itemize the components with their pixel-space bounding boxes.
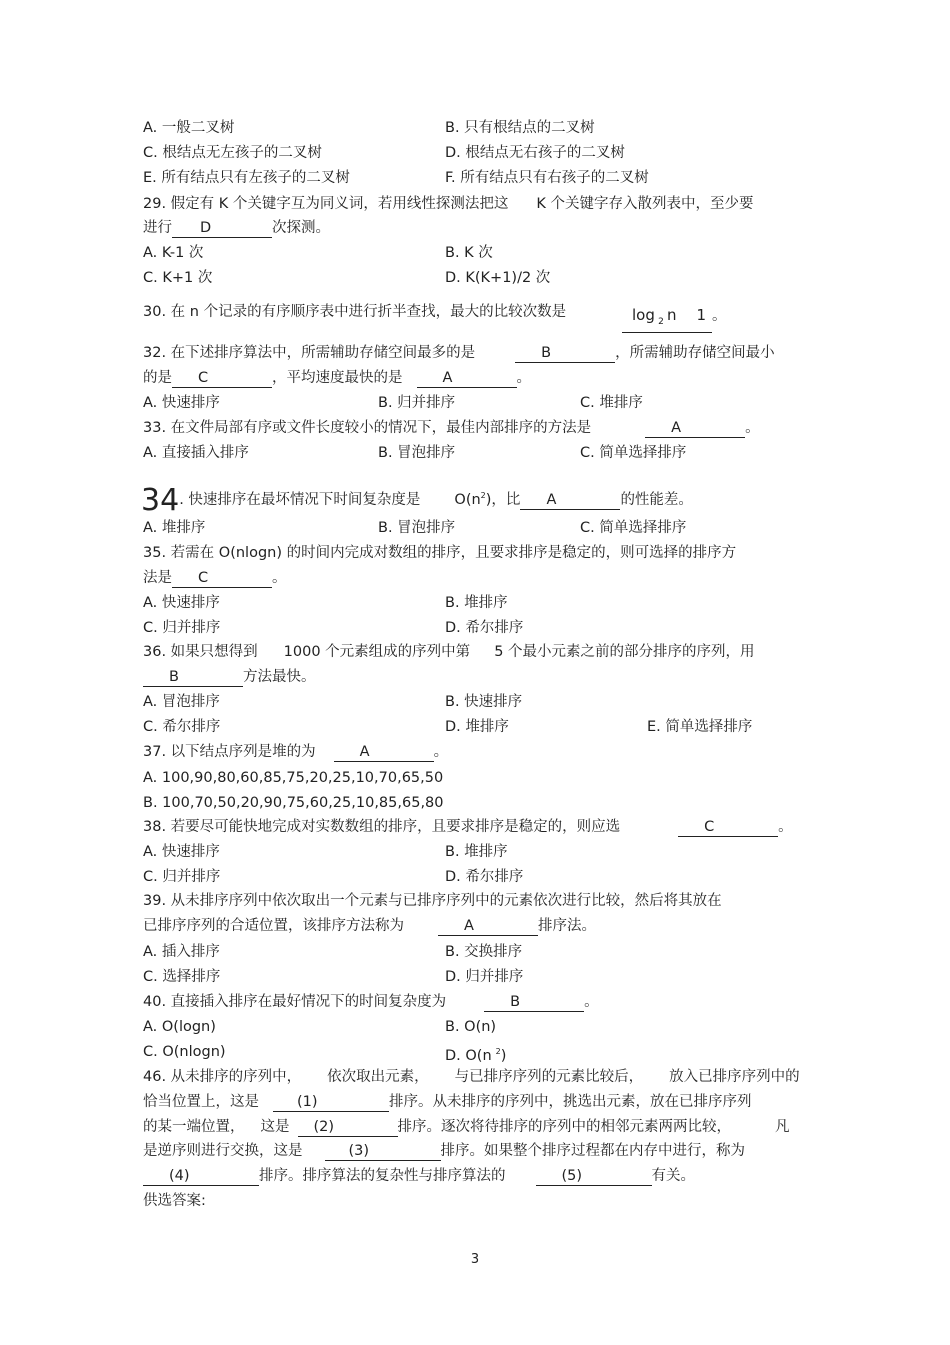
q29-text-c: 进行 bbox=[143, 220, 172, 236]
q35-line1: 35. 若需在 O(nlogn) 的时间内完成对数组的排序，且要求排序是稳定的，则可选择的排序方 bbox=[143, 545, 737, 561]
q32-text-b: ，所需辅助存储空间最小 bbox=[615, 345, 775, 361]
q36-option-c: C. 希尔排序 bbox=[143, 719, 221, 735]
q46-text-m: 排序。排序算法的复杂性与排序算法的 bbox=[259, 1168, 506, 1184]
q29-text-d: 次探测。 bbox=[272, 220, 330, 236]
option-a: A. 一般二叉树 bbox=[143, 120, 235, 136]
q36-text-b: 1000 个元素组成的序列中第 bbox=[283, 644, 471, 660]
q29-line2 bbox=[143, 218, 330, 238]
q40-option-a: A. O(logn) bbox=[143, 1019, 216, 1035]
q32-answer-blank-3: A bbox=[417, 370, 517, 388]
q29-option-a: A. K-1 次 bbox=[143, 245, 204, 261]
q38-end: 。 bbox=[778, 819, 793, 835]
q30-end: 。 bbox=[712, 308, 727, 324]
q40-option-d-close: ) bbox=[500, 1048, 507, 1064]
q46-line5 bbox=[143, 1166, 695, 1186]
q32-text-a: 32. 在下述排序算法中，所需辅助存储空间最多的是 bbox=[143, 345, 476, 361]
q39-line2 bbox=[143, 916, 596, 936]
q46-text-g: 的某一端位置， bbox=[143, 1119, 245, 1135]
q33-answer-blank: A bbox=[645, 420, 745, 438]
q32-option-a: A. 快速排序 bbox=[143, 395, 220, 411]
q46-text-b: 依次取出元素， bbox=[327, 1069, 429, 1085]
q35-line2 bbox=[143, 568, 287, 588]
q32-option-c: C. 堆排序 bbox=[580, 395, 643, 411]
q46-text-k: 是逆序则进行交换，这是 bbox=[143, 1143, 303, 1159]
q46-blank-3: (3) bbox=[325, 1143, 441, 1161]
q35-option-b: B. 堆排序 bbox=[445, 595, 508, 611]
q37-option-a: A. 100,90,80,60,85,75,20,25,10,70,65,50 bbox=[143, 770, 444, 786]
option-e: E. 所有结点只有左孩子的二叉树 bbox=[143, 170, 350, 186]
q39-text-b: 排序法。 bbox=[538, 918, 596, 934]
option-b: B. 只有根结点的二叉树 bbox=[445, 120, 595, 136]
q40-option-b: B. O(n) bbox=[445, 1019, 497, 1035]
q38-option-b: B. 堆排序 bbox=[445, 844, 508, 860]
q38-answer-blank: C bbox=[678, 819, 778, 837]
q33-text: 33. 在文件局部有序或文件长度较小的情况下，最佳内部排序的方法是 bbox=[143, 420, 592, 436]
q40-option-c: C. O(nlogn) bbox=[143, 1044, 226, 1060]
page-number: 3 bbox=[470, 1252, 480, 1267]
q34-option-b: B. 冒泡排序 bbox=[378, 520, 456, 536]
q32-text-c: 的是 bbox=[143, 370, 172, 386]
q36-text-c: 5 个最小元素之前的部分排序的序列，用 bbox=[494, 644, 755, 660]
q29-text-a: 29. 假定有 K 个关键字互为同义词，若用线性探测法把这 bbox=[143, 196, 509, 212]
q35-answer-blank: C bbox=[172, 570, 272, 588]
q36-line2 bbox=[143, 667, 316, 687]
option-c: C. 根结点无左孩子的二叉树 bbox=[143, 145, 322, 161]
q35-text-b: 。 bbox=[272, 570, 287, 586]
q39-option-a: A. 插入排序 bbox=[143, 944, 220, 960]
q46-text-h: 这是 bbox=[260, 1119, 290, 1135]
q30-n: n bbox=[666, 306, 677, 324]
q40-text: 40. 直接插入排序在最好情况下的时间复杂度为 bbox=[143, 994, 447, 1010]
q34-answer-blank: A bbox=[520, 492, 620, 510]
q33-option-b: B. 冒泡排序 bbox=[378, 445, 456, 461]
q34-complexity: O(n bbox=[454, 492, 481, 508]
q46-text-e: 恰当位置上，这是 bbox=[143, 1094, 259, 1110]
q32-text-d: ，平均速度最快的是 bbox=[272, 370, 403, 386]
q34-end: 的性能差。 bbox=[620, 492, 693, 508]
q29-line1 bbox=[143, 194, 754, 214]
q30-answer bbox=[622, 305, 727, 333]
q46-text-a: 46. 从未排序的序列中， bbox=[143, 1069, 302, 1085]
q30-formula bbox=[622, 305, 712, 333]
q38-text: 38. 若要尽可能快地完成对实数数组的排序，且要求排序是稳定的，则应选 bbox=[143, 819, 621, 835]
q34-option-a: A. 堆排序 bbox=[143, 520, 206, 536]
q32-answer-blank-2: C bbox=[172, 370, 272, 388]
q29-option-b: B. K 次 bbox=[445, 245, 493, 261]
q34-text: . 快速排序在最坏情况下时间复杂度是 bbox=[179, 492, 421, 508]
q29-option-d: D. K(K+1)/2 次 bbox=[445, 270, 551, 286]
q33-end: 。 bbox=[745, 420, 760, 436]
q33-option-c: C. 简单选择排序 bbox=[580, 445, 687, 461]
q46-line2 bbox=[143, 1092, 752, 1112]
q46-text-i: 排序。逐次将待排序的序列中的相邻元素两两比较， bbox=[397, 1119, 731, 1135]
q46-line4 bbox=[143, 1141, 745, 1161]
q32-option-b: B. 归并排序 bbox=[378, 395, 456, 411]
q46-blank-4: (4) bbox=[143, 1168, 259, 1186]
q29-option-c: C. K+1 次 bbox=[143, 270, 213, 286]
q29-answer-blank: D bbox=[172, 220, 272, 238]
q36-option-e: E. 简单选择排序 bbox=[647, 719, 753, 735]
q46-text-l: 排序。如果整个排序过程都在内存中进行，称为 bbox=[440, 1143, 745, 1159]
q30-text: 30. 在 n 个记录的有序顺序表中进行折半查找，最大的比较次数是 bbox=[143, 304, 567, 320]
q40-answer-blank: B bbox=[484, 994, 584, 1012]
q36-text-d: 方法最快。 bbox=[243, 669, 316, 685]
q46-text-c: 与已排序序列的元素比较后， bbox=[454, 1069, 644, 1085]
q46-blank-5: (5) bbox=[536, 1168, 652, 1186]
q39-option-b: B. 交换排序 bbox=[445, 944, 523, 960]
q46-line3 bbox=[143, 1117, 790, 1137]
q30-base: 2 bbox=[658, 317, 664, 327]
q37-answer-blank: A bbox=[334, 744, 434, 762]
q36-text-a: 36. 如果只想得到 bbox=[143, 644, 258, 660]
q40-end: 。 bbox=[584, 994, 599, 1010]
q40-option-d-sup: 2 bbox=[495, 1047, 501, 1056]
q37-line bbox=[143, 742, 448, 762]
q35-text-a: 法是 bbox=[143, 570, 172, 586]
q46-text-j: 凡 bbox=[775, 1119, 790, 1135]
q40-option-d-text: D. O(n bbox=[445, 1048, 492, 1064]
q46-text-f: 排序。从未排序的序列中，挑选出元素，放在已排序序列 bbox=[389, 1094, 752, 1110]
q39-option-c: C. 选择排序 bbox=[143, 969, 221, 985]
q33-option-a: A. 直接插入排序 bbox=[143, 445, 249, 461]
q34-text-b: )，比 bbox=[485, 492, 521, 508]
q35-option-a: A. 快速排序 bbox=[143, 595, 220, 611]
q29-text-b: K 个关键字存入散列表中，至少要 bbox=[536, 196, 754, 212]
q46-line1 bbox=[143, 1067, 800, 1087]
q34-number: 34 bbox=[141, 483, 180, 518]
q30-log: log bbox=[632, 306, 655, 324]
q38-option-a: A. 快速排序 bbox=[143, 844, 220, 860]
q39-line1: 39. 从未排序序列中依次取出一个元素与已排序序列中的元素依次进行比较，然后将其放在 bbox=[143, 893, 722, 909]
q36-option-b: B. 快速排序 bbox=[445, 694, 523, 710]
option-d: D. 根结点无右孩子的二叉树 bbox=[445, 145, 625, 161]
q37-text: 37. 以下结点序列是堆的为 bbox=[143, 744, 316, 760]
q46-blank-1: (1) bbox=[273, 1094, 389, 1112]
q34-option-c: C. 简单选择排序 bbox=[580, 520, 687, 536]
q32-line1 bbox=[143, 343, 775, 363]
q46-text-d: 放入已排序序列中的 bbox=[669, 1069, 800, 1085]
q46-text-n: 有关。 bbox=[651, 1168, 695, 1184]
q36-option-d: D. 堆排序 bbox=[445, 719, 509, 735]
q36-answer-blank: B bbox=[143, 669, 243, 687]
q30-one: 1 bbox=[696, 306, 707, 324]
q39-option-d: D. 归并排序 bbox=[445, 969, 524, 985]
q33-line bbox=[143, 418, 760, 438]
q38-line bbox=[143, 817, 793, 837]
q40-line bbox=[143, 992, 599, 1012]
q38-option-d: D. 希尔排序 bbox=[445, 869, 524, 885]
q37-end: 。 bbox=[433, 744, 449, 760]
q34-line bbox=[141, 483, 693, 518]
q38-option-c: C. 归并排序 bbox=[143, 869, 221, 885]
q39-answer-blank: A bbox=[438, 918, 538, 936]
q36-line1 bbox=[143, 642, 755, 662]
q36-option-a: A. 冒泡排序 bbox=[143, 694, 220, 710]
q34-sup: 2 bbox=[480, 491, 486, 500]
q35-option-c: C. 归并排序 bbox=[143, 620, 221, 636]
q37-option-b: B. 100,70,50,20,90,75,60,25,10,85,65,80 bbox=[143, 795, 444, 811]
q40-option-d bbox=[445, 1042, 506, 1066]
q32-line2 bbox=[143, 368, 531, 388]
q35-option-d: D. 希尔排序 bbox=[445, 620, 524, 636]
q46-answer-choices-label: 供选答案: bbox=[143, 1193, 206, 1209]
q46-blank-2: (2) bbox=[298, 1119, 398, 1137]
option-f: F. 所有结点只有右孩子的二叉树 bbox=[445, 170, 649, 186]
q39-text-a: 已排序序列的合适位置，该排序方法称为 bbox=[143, 918, 404, 934]
q32-text-e: 。 bbox=[516, 370, 531, 386]
q32-answer-blank-1: B bbox=[515, 345, 615, 363]
